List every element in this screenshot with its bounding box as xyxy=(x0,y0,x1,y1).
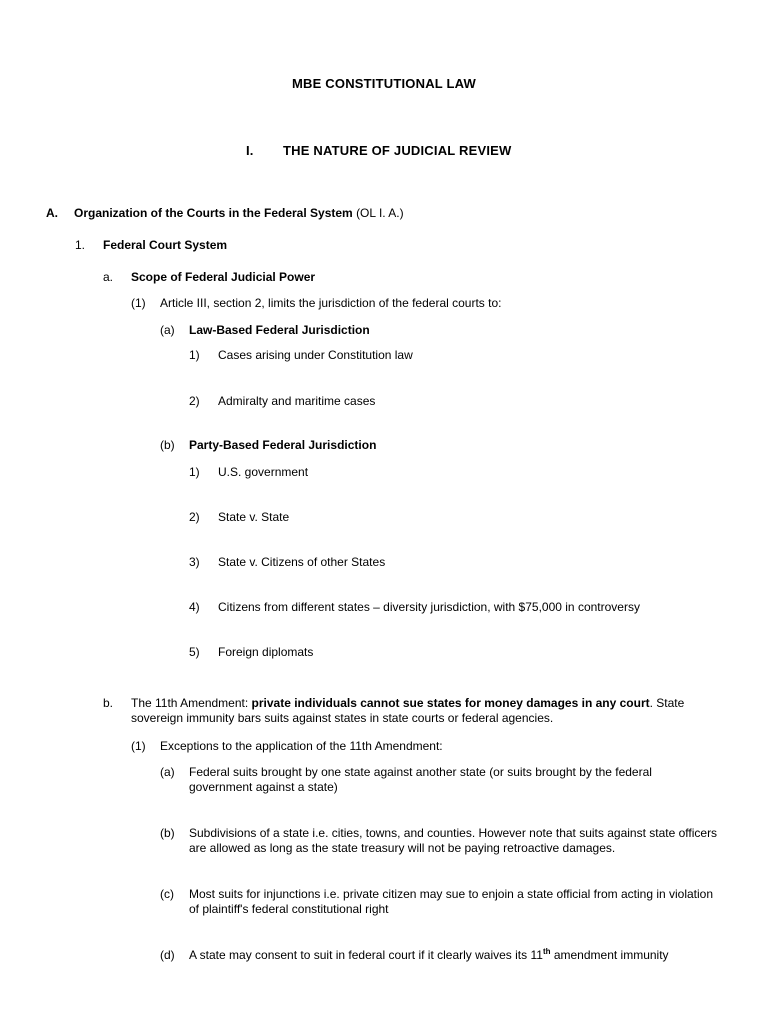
list-item: Admiralty and maritime cases xyxy=(218,394,376,408)
exception-item xyxy=(189,826,717,856)
exception-label: (a) xyxy=(160,765,175,779)
list-item-label: 3) xyxy=(189,555,200,569)
eleventh-amendment-intro: The 11th Amendment: xyxy=(131,696,252,710)
exception-line: are allowed as long as the state treasury will not be paying retroactive damages. xyxy=(189,841,616,855)
document-title: MBE CONSTITUTIONAL LAW xyxy=(292,76,476,91)
list-item-label: 4) xyxy=(189,600,200,614)
exception-label: (d) xyxy=(160,948,175,962)
list-item: State v. State xyxy=(218,510,290,524)
heading-federal-court-system: Federal Court System xyxy=(103,238,228,252)
eleventh-amendment-rule: private individuals cannot sue states for money damages in any court xyxy=(251,696,650,710)
eleventh-amendment-line-1 xyxy=(131,696,711,711)
list-item: Citizens from different states – diversity jurisdiction, with $75,000 in controversy xyxy=(218,600,640,614)
outline-label-b: b. xyxy=(103,696,114,710)
exception-line: Most suits for injunctions i.e. private citizen may sue to enjoin a state official from acting in violation xyxy=(189,887,714,901)
exception-text: A state may consent to suit in federal court if it clearly waives its 11 xyxy=(189,948,543,962)
list-item-label: 1) xyxy=(189,348,200,362)
outline-label-a: a. xyxy=(103,270,114,284)
heading-A xyxy=(74,206,404,221)
list-item-label: 1) xyxy=(189,465,200,479)
exception-label: (c) xyxy=(160,887,174,901)
list-item: U.S. government xyxy=(218,465,309,479)
heading-scope-federal-judicial-power: Scope of Federal Judicial Power xyxy=(131,270,316,284)
list-item: Cases arising under Constitution law xyxy=(218,348,413,362)
exception-line: Federal suits brought by one state against another state (or suits brought by the federal xyxy=(189,765,652,779)
outline-label-law-based: (a) xyxy=(160,323,175,337)
exception-line: of plaintiff's federal constitutional right xyxy=(189,902,389,916)
outline-label-a-1: (1) xyxy=(131,296,146,310)
eleventh-amendment-paragraph xyxy=(131,696,711,726)
list-item-label: 5) xyxy=(189,645,200,659)
heading-A-title: Organization of the Courts in the Federal System xyxy=(74,206,353,220)
outline-label-b-1: (1) xyxy=(131,739,146,753)
list-item: Foreign diplomats xyxy=(218,645,314,659)
eleventh-amendment-line-2: sovereign immunity bars suits against states in state courts or federal agencies. xyxy=(131,711,554,725)
heading-A-ref: (OL I. A.) xyxy=(356,206,404,220)
exception-item xyxy=(189,765,652,795)
exception-label: (b) xyxy=(160,826,175,840)
exception-line: Subdivisions of a state i.e. cities, towns, and counties. However note that suits against state officers xyxy=(189,826,718,840)
article-iii-text: Article III, section 2, limits the jurisdiction of the federal courts to: xyxy=(160,296,502,310)
ordinal-suffix: th xyxy=(542,947,551,956)
section-number: I. xyxy=(246,143,254,158)
exception-item xyxy=(189,948,669,963)
exception-item xyxy=(189,887,713,917)
section-title: THE NATURE OF JUDICIAL REVIEW xyxy=(283,143,512,158)
heading-party-based-jurisdiction: Party-Based Federal Jurisdiction xyxy=(189,438,377,452)
outline-label-1: 1. xyxy=(75,238,86,252)
outline-label-party-based: (b) xyxy=(160,438,175,452)
exception-text: amendment immunity xyxy=(550,948,669,962)
list-item: State v. Citizens of other States xyxy=(218,555,386,569)
list-item-label: 2) xyxy=(189,510,200,524)
eleventh-amendment-rest: . State xyxy=(649,696,685,710)
list-item-label: 2) xyxy=(189,394,200,408)
heading-law-based-jurisdiction: Law-Based Federal Jurisdiction xyxy=(189,323,370,337)
outline-label-A: A. xyxy=(46,206,58,220)
exception-line: government against a state) xyxy=(189,780,338,794)
exceptions-heading: Exceptions to the application of the 11th Amendment: xyxy=(160,739,443,753)
